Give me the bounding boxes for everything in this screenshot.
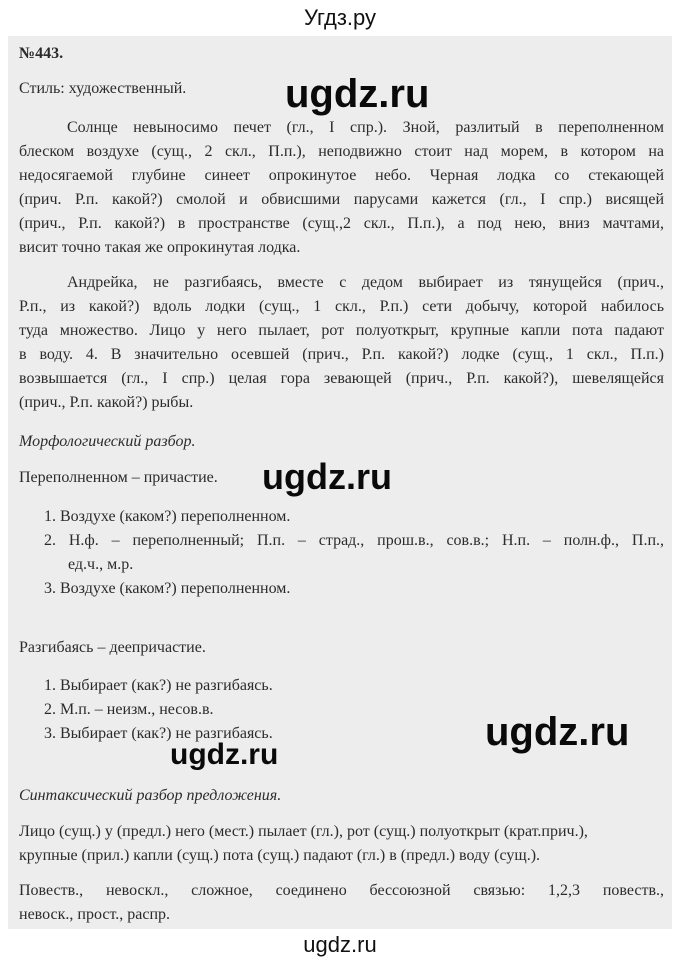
paragraph1-line: недосягаемой глубине синеет опрокинутое небо. Черная лодка со стекающей [19, 167, 664, 184]
morph-word1-item: ед.ч., м.р. [68, 556, 134, 573]
style-line: Стиль: художественный. [19, 80, 187, 97]
paragraph2-line: (прич., Р.п. какой?) рыбы. [19, 394, 194, 411]
paragraph1-line: (прич. Р.п. какой?) смолой и обвисшими парусами кажется (гл., I спр.) висящей [19, 191, 664, 208]
syntax-line: Лицо (сущ.) у (предл.) него (мест.) пылает (гл.), рот (сущ.) полуоткрыт (крат.прич.), [19, 823, 588, 840]
site-footer[interactable]: ugdz.ru [303, 932, 377, 957]
paragraph2-line: Андрейка, не разгибаясь, вместе с дедом выбирает из тянущейся (прич., [67, 274, 664, 291]
watermark: ugdz.ru [485, 710, 630, 754]
syntax-heading: Синтаксический разбор предложения. [19, 787, 282, 804]
watermark: ugdz.ru [285, 72, 430, 116]
morph-word1-title: Переполненном – причастие. [19, 469, 218, 486]
syntax-summary: невоск., прост., распр. [19, 906, 170, 923]
paragraph1-line: Солнце невыносимо печет (гл., I спр.). Зной, разлитый в переполненном [67, 119, 664, 136]
morph-word1-item: 3. Воздухе (каком?) переполненном. [44, 580, 291, 597]
morph-word2-item: 2. М.п. – неизм., несов.в. [44, 701, 214, 718]
syntax-summary: Повеств., невоскл., сложное, соединено бессоюзной связью: 1,2,3 повеств., [19, 882, 664, 899]
morph-heading: Морфологический разбор. [19, 433, 196, 450]
morph-word2-title: Разгибаясь – деепричастие. [19, 639, 206, 656]
morph-word2-item: 3. Выбирает (как?) не разгибаясь. [44, 725, 273, 742]
paragraph1-line: блеском воздухе (сущ., 2 скл., П.п.), неподвижно стоит над морем, в котором на [19, 143, 664, 160]
morph-word1-item: 2. Н.ф. – переполненный; П.п. – страд., прош.в., сов.в.; Н.п. – полн.ф., П.п., [44, 532, 664, 549]
paragraph1-line: висит точно такая же опрокинутая лодка. [19, 239, 301, 256]
site-header[interactable]: Угдз.ру [303, 5, 377, 30]
morph-word2-item: 1. Выбирает (как?) не разгибаясь. [44, 677, 273, 694]
paragraph1-line: (прич., Р.п. какой?) в пространстве (сущ.,2 скл., П.п.), а под нею, вниз мачтами, [19, 215, 664, 232]
paragraph2-line: возвышается (гл., I спр.) целая гора зевающей (прич., Р.п. какой?), шевелящейся [19, 370, 664, 387]
paragraph2-line: туда множество. Лицо у него пылает, рот полуоткрыт, крупные капли пота падают [19, 322, 664, 339]
paragraph2-line: Р.п., из какой?) вдоль лодки (сущ., 1 скл., Р.п.) сети добычу, которой набилось [19, 298, 664, 315]
morph-word1-item: 1. Воздухе (каком?) переполненном. [44, 508, 291, 525]
watermark: ugdz.ru [170, 738, 279, 771]
paragraph2-line: в воду. 4. В значительно осевшей (прич., Р.п. какой?) лодке (сущ., 1 скл., П.п.) [19, 346, 664, 363]
watermark: ugdz.ru [262, 456, 392, 497]
syntax-line: крупные (прил.) капли (сущ.) пота (сущ.) падают (гл.) в (предл.) воду (сущ.). [19, 847, 541, 864]
task-number: №443. [19, 45, 64, 62]
